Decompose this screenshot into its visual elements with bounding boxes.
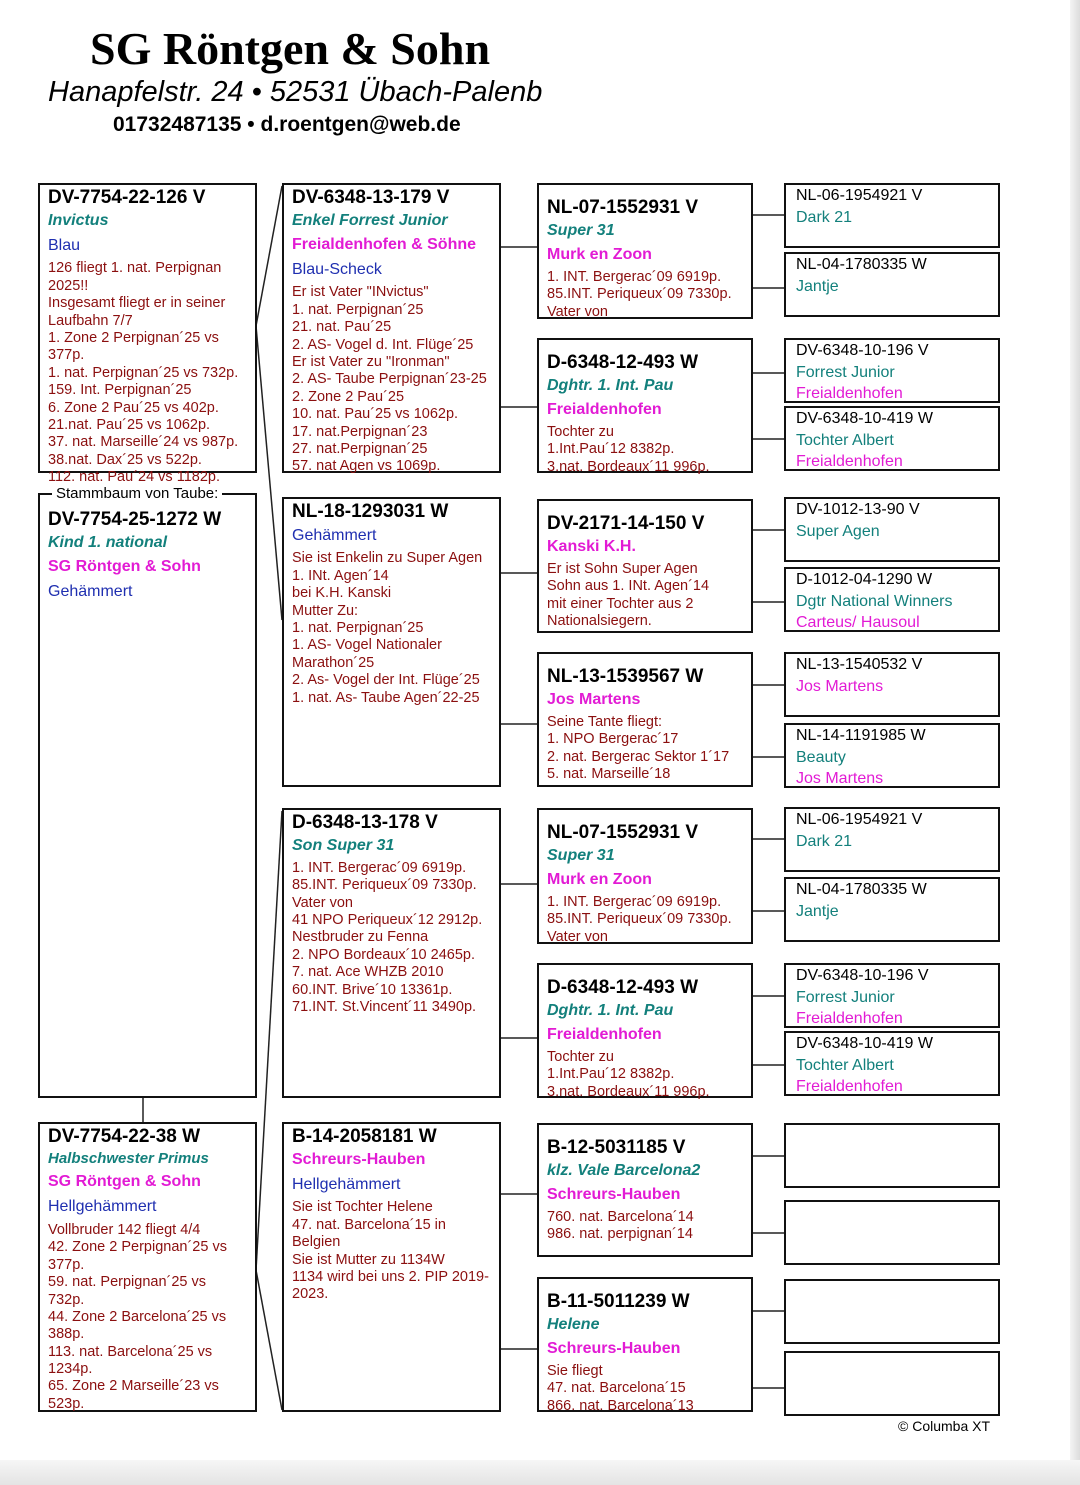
- gen4-card-16[interactable]: [784, 1351, 1000, 1416]
- result-line: 1. nat. Perpignan´25: [292, 301, 424, 318]
- gen4-ring-number: NL-06-1954921 V: [796, 811, 923, 828]
- gen3-ring-number: B-11-5011239 W: [547, 1291, 690, 1312]
- gen3-card-4[interactable]: [537, 652, 753, 787]
- gen4-card-12[interactable]: [784, 1031, 1000, 1096]
- gen3-name: Dghtr. 1. Int. Pau: [547, 1001, 674, 1019]
- pedigree-caption: Stammbaum von Taube:: [52, 485, 222, 502]
- father-result-line: Laufbahn 7/7: [48, 312, 133, 329]
- mother-result-line: 1234p.: [48, 1361, 93, 1378]
- gen3-results: [547, 1049, 743, 1101]
- gen3-card-3[interactable]: [537, 499, 753, 633]
- result-line: Nationalsiegern.: [547, 613, 652, 630]
- gen3-results: [547, 269, 743, 321]
- maternal-grandmother-ring-number: B-14-2058181 W: [292, 1126, 437, 1147]
- gen3-results: [547, 1209, 743, 1244]
- gen4-card-9[interactable]: [784, 807, 1000, 872]
- gen3-breeder: Kanski K.H.: [547, 537, 636, 555]
- father-result-line: 126 fliegt 1. nat. Perpignan: [48, 260, 222, 277]
- gen3-ring-number: NL-13-1539567 W: [547, 666, 704, 687]
- mother-result-line: 732p.: [48, 1291, 85, 1308]
- page-edge-shadow-right: [1070, 0, 1080, 1485]
- gen4-ring-number: NL-04-1780335 W: [796, 881, 927, 898]
- result-line: 986. nat. perpignan´14: [547, 1226, 693, 1243]
- gen4-card-1[interactable]: [784, 183, 1000, 248]
- gen3-results: [547, 561, 743, 631]
- gen4-ring-number: NL-13-1540532 V: [796, 656, 923, 673]
- result-line: 1134 wird bei uns 2. PIP 2019-2023.: [292, 1269, 489, 1303]
- result-line: 47. nat. Barcelona´15: [547, 1380, 686, 1397]
- gen3-ring-number: NL-07-1552931 V: [547, 822, 699, 843]
- result-line: bei K.H. Kanski: [292, 585, 392, 602]
- father-result-line: 38.nat. Dax´25 vs 522p.: [48, 451, 202, 468]
- gen3-breeder: Schreurs-Hauben: [547, 1339, 681, 1357]
- gen3-breeder: Jos Martens: [547, 690, 641, 708]
- pigeon-name: Kind 1. national: [48, 533, 168, 551]
- gen4-ring-number: DV-6348-10-196 V: [796, 967, 929, 984]
- connector-father-gm: [256, 326, 282, 620]
- gen3-results: [547, 424, 743, 476]
- paternal-grandfather-color: Blau-Scheck: [292, 260, 382, 278]
- gen4-ring-number: D-1012-04-1290 W: [796, 571, 933, 588]
- maternal-grandmother-breeder: Schreurs-Hauben: [292, 1150, 426, 1168]
- result-line: 5. nat. Marseille´18: [547, 766, 671, 783]
- mother-card[interactable]: [38, 1122, 257, 1412]
- result-line: Seine Tante fliegt:: [547, 713, 663, 730]
- gen4-card-13[interactable]: [784, 1123, 1000, 1188]
- result-line: Sie fliegt: [547, 1362, 603, 1379]
- result-line: 10. nat. Pau´25 vs 1062p.: [292, 406, 459, 423]
- father-card[interactable]: [38, 183, 257, 486]
- father-result-line: 2025!!: [48, 277, 89, 294]
- result-line: 1. NPO Bergerac´17: [547, 731, 679, 748]
- gen3-name: Super 31: [547, 221, 615, 239]
- gen4-ring-number: DV-6348-10-419 W: [796, 410, 933, 427]
- result-line: 17. nat.Perpignan´23: [292, 423, 428, 440]
- gen3-name: Helene: [547, 1315, 600, 1333]
- result-line: 1. nat. Perpignan´25: [292, 620, 424, 636]
- result-line: 85.INT. Periqueux´09 7330p.: [547, 911, 732, 928]
- mother-result-line: 523p.: [48, 1395, 85, 1412]
- result-line: Er ist Sohn Super Agen: [547, 560, 698, 577]
- gen3-ring-number: DV-2171-14-150 V: [547, 513, 705, 534]
- mother-result-line: 113. nat. Barcelona´25 vs: [48, 1343, 213, 1360]
- paternal-grandmother-results: [292, 550, 491, 707]
- result-line: Mutter Zu:: [292, 602, 359, 619]
- paternal-grandfather-name: Enkel Forrest Junior: [292, 211, 448, 229]
- mother-result-line: 388p.: [48, 1326, 85, 1343]
- result-line: 3.nat. Bordeaux´11 996p.: [547, 458, 710, 475]
- gen4-breeder: Carteus/ Hausoul: [796, 614, 920, 632]
- paternal-grandfather-ring-number: DV-6348-13-179 V: [292, 187, 450, 208]
- mother-result-line: 44. Zone 2 Barcelona´25 vs: [48, 1308, 227, 1325]
- breeder-address: Hanapfelstr. 24 • 52531 Übach-Palenb: [48, 76, 543, 108]
- copyright-footer: © Columba XT: [898, 1418, 991, 1434]
- father-result-line: 1. Zone 2 Perpignan´25 vs: [48, 330, 219, 346]
- gen4-card-8[interactable]: [784, 723, 1000, 788]
- breeder-name-heading: SG Röntgen & Sohn: [90, 23, 491, 74]
- result-line: 1. AS- Vogel Nationaler: [292, 637, 442, 654]
- result-line: 27. nat.Perpignan´25: [292, 440, 428, 457]
- father-result-line: Insgesamt fliegt er in seiner: [48, 295, 226, 312]
- gen3-card-6[interactable]: [537, 963, 753, 1098]
- pigeon-color: Gehämmert: [48, 582, 133, 600]
- breeder-contact: 01732487135 • d.roentgen@web.de: [113, 113, 461, 136]
- maternal-grandfather-name: Son Super 31: [292, 836, 395, 854]
- result-line: 7. nat. Ace WHZB 2010: [292, 964, 444, 981]
- result-line: Er ist Vater "INvictus": [292, 284, 429, 301]
- result-line: 41 NPO Periqueux´12 2912p.: [292, 912, 483, 929]
- maternal-grandfather-card[interactable]: [282, 808, 501, 1098]
- father-result-line: 159. Int. Perpignan´25: [48, 382, 192, 399]
- paternal-grandmother-ring-number: NL-18-1293031 W: [292, 501, 449, 522]
- result-line: 760. nat. Barcelona´14: [547, 1208, 694, 1225]
- result-line: 1. INT. Bergerac´09 6919p.: [547, 268, 722, 285]
- gen4-ring-number: DV-1012-13-90 V: [796, 501, 920, 518]
- gen4-card-5[interactable]: [784, 497, 1000, 562]
- gen4-name: Jantje: [796, 902, 839, 920]
- result-line: 71.INT. St.Vincent´11 3490p.: [292, 998, 477, 1015]
- pigeon-card[interactable]: [38, 493, 257, 1098]
- mother-result-line: 59. nat. Perpignan´25 vs: [48, 1274, 206, 1291]
- gen3-name: klz. Vale Barcelona2: [547, 1161, 701, 1179]
- pigeon-breeder: SG Röntgen & Sohn: [48, 557, 201, 575]
- gen4-name: Dark 21: [796, 208, 853, 226]
- gen4-name: Tochter Albert: [796, 431, 894, 449]
- gen4-name: Forrest Junior: [796, 363, 895, 381]
- father-color: Blau: [48, 236, 81, 254]
- paternal-grandmother-card[interactable]: [282, 497, 501, 787]
- maternal-grandfather-results: [292, 860, 491, 1017]
- gen4-ring-number: NL-06-1954921 V: [796, 187, 923, 204]
- result-line: Marathon´25: [292, 654, 375, 671]
- result-line: Vater von: [292, 894, 353, 911]
- gen4-card-15[interactable]: [784, 1279, 1000, 1344]
- gen3-ring-number: NL-07-1552931 V: [547, 197, 699, 218]
- result-line: 2. AS- Vogel d. Int. Flüge´25: [292, 336, 474, 353]
- result-line: 1.Int.Pau´12 8382p.: [547, 441, 675, 458]
- gen4-ring-number: NL-14-1191985 W: [796, 727, 926, 744]
- gen3-breeder: Murk en Zoon: [547, 245, 652, 263]
- gen4-ring-number: NL-04-1780335 W: [796, 256, 927, 273]
- gen3-results: [547, 1363, 743, 1415]
- father-result-line: 1. nat. Perpignan´25 vs 732p.: [48, 364, 239, 381]
- result-line: Tochter zu: [547, 1048, 614, 1065]
- gen4-breeder: Freialdenhofen: [796, 1078, 903, 1096]
- father-result-line: 37. nat. Marseille´24 vs 987p.: [48, 434, 239, 451]
- result-line: 2. Zone 2 Pau´25: [292, 388, 405, 405]
- result-line: 2. nat. Bergerac Sektor 1´17: [547, 748, 730, 765]
- gen4-ring-number: DV-6348-10-419 W: [796, 1035, 933, 1052]
- paternal-grandfather-card[interactable]: [282, 183, 501, 473]
- gen4-card-10[interactable]: [784, 877, 1000, 942]
- result-line: 57. nat Agen vs 1069p.: [292, 458, 441, 475]
- result-line: Vater von: [547, 928, 608, 945]
- result-line: 866. nat. Barcelona´13: [547, 1397, 694, 1414]
- gen4-card-11[interactable]: [784, 963, 1000, 1028]
- gen4-card-4[interactable]: [784, 406, 1000, 471]
- gen4-ring-number: DV-6348-10-196 V: [796, 342, 929, 359]
- result-line: 85.INT. Periqueux´09 7330p.: [292, 877, 477, 894]
- gen3-results: [547, 894, 743, 946]
- father-result-line: 21.nat. Pau´25 vs 1062p.: [48, 416, 211, 433]
- gen4-breeder: Jos Martens: [796, 770, 884, 788]
- gen3-card-2[interactable]: [537, 338, 753, 473]
- gen3-results: [547, 714, 743, 784]
- gen4-name: Jantje: [796, 277, 839, 295]
- result-line: Sie ist Mutter zu 1134W: [292, 1251, 445, 1268]
- gen3-name: Dghtr. 1. Int. Pau: [547, 376, 674, 394]
- gen4-breeder: Jos Martens: [796, 677, 884, 695]
- paternal-grandfather-results: [292, 284, 491, 475]
- result-line: 1.Int.Pau´12 8382p.: [547, 1066, 675, 1083]
- result-line: 1. INt. Agen´14: [292, 567, 389, 584]
- result-line: 60.INT. Brive´10 13361p.: [292, 981, 453, 998]
- result-line: 2. As- Vogel der Int. Flüge´25: [292, 672, 480, 689]
- paternal-grandfather-breeder: Freialdenhofen & Söhne: [292, 235, 477, 253]
- gen3-ring-number: B-12-5031185 V: [547, 1137, 686, 1158]
- mother-results: [48, 1222, 247, 1413]
- gen4-card-6[interactable]: [784, 567, 1000, 632]
- result-line: 1. INT. Bergerac´09 6919p.: [292, 859, 467, 876]
- gen3-card-7[interactable]: [537, 1123, 753, 1257]
- result-line: 1. nat. As- Taube Agen´22-25: [292, 689, 480, 706]
- father-result-line: 377p.: [48, 347, 85, 364]
- mother-color: Hellgehämmert: [48, 1198, 157, 1216]
- mother-result-line: 42. Zone 2 Perpignan´25 vs: [48, 1239, 227, 1256]
- gen3-breeder: Schreurs-Hauben: [547, 1185, 681, 1203]
- gen4-name: Dark 21: [796, 832, 853, 850]
- gen3-breeder: Murk en Zoon: [547, 870, 652, 888]
- result-line: mit einer Tochter aus 2: [547, 595, 694, 612]
- gen4-breeder: Freialdenhofen: [796, 1010, 903, 1028]
- result-line: 3.nat. Bordeaux´11 996p.: [547, 1083, 710, 1100]
- result-line: 85.INT. Periqueux´09 7330p.: [547, 286, 732, 303]
- connector-mother-gf: [256, 811, 282, 1270]
- result-line: Tochter zu: [547, 423, 614, 440]
- father-result-line: 6. Zone 2 Pau´25 vs 402p.: [48, 399, 219, 416]
- father-name: Invictus: [48, 211, 109, 229]
- gen4-card-3[interactable]: [784, 338, 1000, 403]
- result-line: 21. nat. Pau´25: [292, 319, 392, 336]
- result-line: Sohn aus 1. INt. Agen´14: [547, 578, 710, 595]
- mother-breeder: SG Röntgen & Sohn: [48, 1173, 201, 1191]
- result-line: Sie ist Enkelin zu Super Agen: [292, 550, 483, 567]
- result-line: Nestbruder zu Fenna: [292, 929, 429, 946]
- gen3-breeder: Freialdenhofen: [547, 1025, 662, 1043]
- mother-ring-number: DV-7754-22-38 W: [48, 1126, 201, 1147]
- father-result-line: 112. nat. Pau´24 vs 1182p.: [48, 469, 220, 486]
- gen3-card-5[interactable]: [537, 808, 753, 944]
- gen4-breeder: Freialdenhofen: [796, 453, 903, 471]
- gen4-name: Tochter Albert: [796, 1056, 894, 1074]
- gen3-breeder: Freialdenhofen: [547, 400, 662, 418]
- result-line: Er ist Vater zu "Ironman": [292, 354, 450, 370]
- result-line: 47. nat. Barcelona´15 in Belgien: [292, 1216, 446, 1251]
- gen4-card-7[interactable]: [784, 652, 1000, 717]
- mother-result-line: 377p.: [48, 1256, 85, 1273]
- result-line: 2. NPO Bordeaux´10 2465p.: [292, 946, 475, 963]
- gen4-breeder: Freialdenhofen: [796, 385, 903, 403]
- mother-result-line: Vollbruder 142 fliegt 4/4: [48, 1221, 201, 1238]
- maternal-grandmother-card[interactable]: [282, 1122, 501, 1412]
- result-line: 2. AS- Taube Perpignan´23-25: [292, 371, 487, 388]
- maternal-grandmother-color: Hellgehämmert: [292, 1175, 401, 1193]
- result-line: 1. INT. Bergerac´09 6919p.: [547, 893, 722, 910]
- gen3-ring-number: D-6348-12-493 W: [547, 977, 699, 998]
- gen4-card-14[interactable]: [784, 1200, 1000, 1265]
- gen4-name: Dgtr National Winners: [796, 592, 953, 610]
- mother-name: Halbschwester Primus: [48, 1149, 209, 1167]
- mother-result-line: 65. Zone 2 Marseille´23 vs: [48, 1378, 219, 1395]
- page-edge-shadow-bottom: [0, 1460, 1080, 1485]
- connector-father-gf: [256, 186, 282, 326]
- father-results: [48, 260, 247, 486]
- father-ring-number: DV-7754-22-126 V: [48, 187, 206, 208]
- paternal-grandmother-color: Gehämmert: [292, 526, 377, 544]
- gen3-name: Super 31: [547, 846, 615, 864]
- gen4-name: Super Agen: [796, 522, 880, 540]
- gen4-card-2[interactable]: [784, 252, 1000, 317]
- gen3-card-8[interactable]: [537, 1277, 753, 1412]
- gen4-name: Forrest Junior: [796, 988, 895, 1006]
- connector-mother-gm: [256, 1270, 282, 1410]
- gen4-name: Beauty: [796, 748, 846, 766]
- pigeon-ring-number: DV-7754-25-1272 W: [48, 509, 222, 530]
- maternal-grandfather-ring-number: D-6348-13-178 V: [292, 812, 438, 833]
- gen3-ring-number: D-6348-12-493 W: [547, 352, 699, 373]
- result-line: Vater von: [547, 303, 608, 320]
- gen3-card-1[interactable]: [537, 183, 753, 319]
- result-line: Sie ist Tochter Helene: [292, 1199, 433, 1216]
- maternal-grandmother-results: [292, 1199, 491, 1303]
